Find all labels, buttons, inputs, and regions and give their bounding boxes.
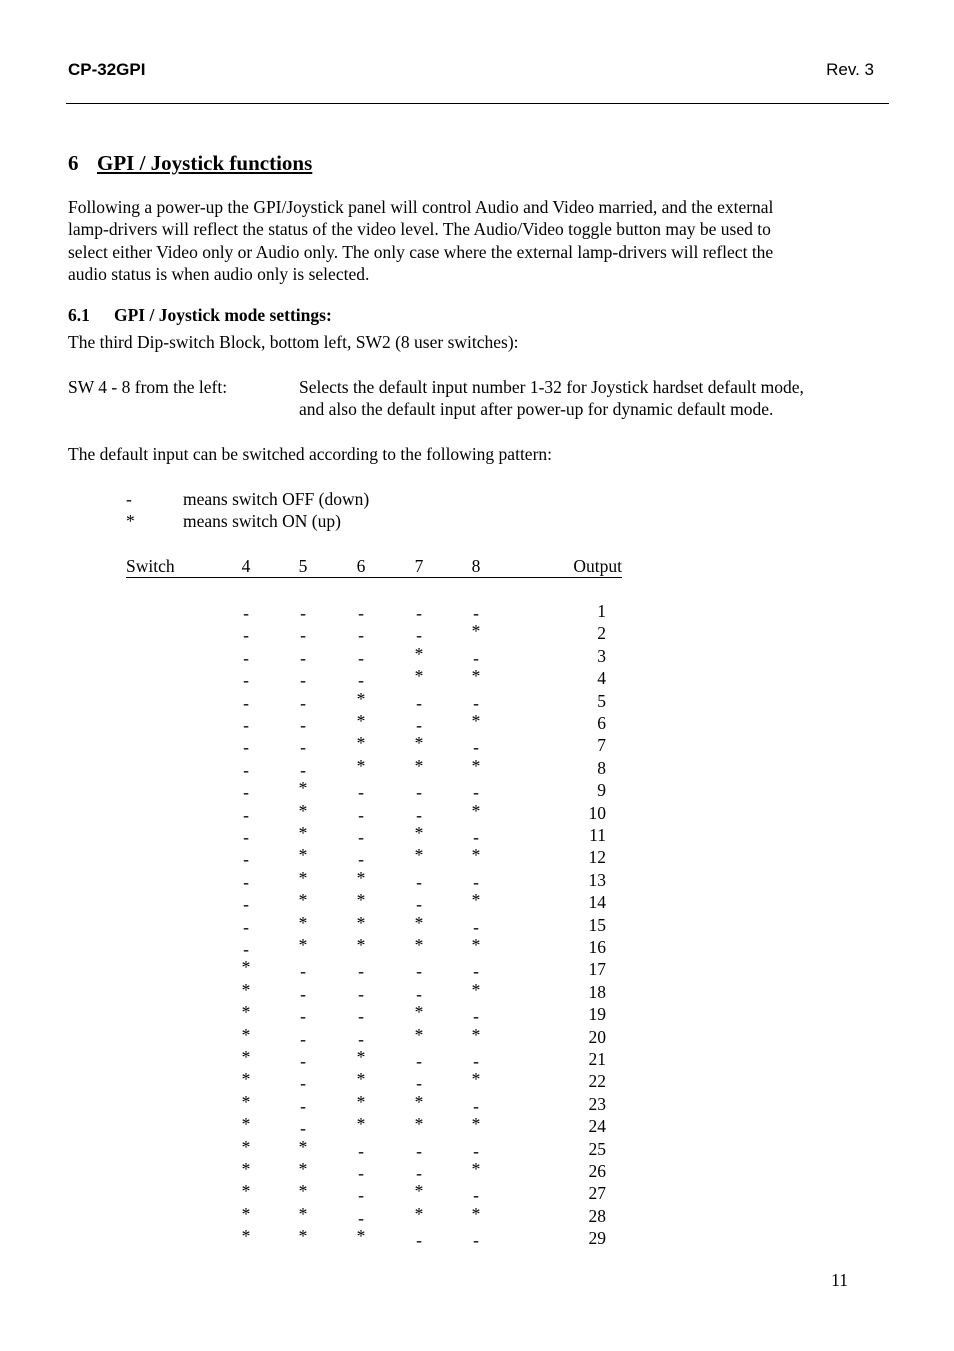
switch-cell: -	[416, 871, 422, 892]
switch-cell: -	[300, 1006, 306, 1027]
dip-switch-intro: The third Dip-switch Block, bottom left, SW2 (8 user switches):	[68, 332, 519, 352]
sw-label: SW 4 - 8 from the left:	[68, 377, 228, 397]
switch-cell: *	[241, 1069, 251, 1090]
switch-cell: *	[414, 643, 424, 664]
switch-cell: *	[298, 1203, 308, 1224]
switch-cell: -	[243, 715, 249, 735]
switch-cell: -	[416, 961, 422, 982]
switch-cell: -	[416, 1073, 422, 1094]
switch-cell: -	[243, 759, 249, 780]
switch-cell: *	[241, 1047, 251, 1067]
revision-label: Rev. 3	[826, 60, 874, 79]
output-cell: 8	[597, 757, 606, 778]
switch-cell: *	[298, 1181, 308, 1202]
output-cell: 25	[588, 1138, 606, 1159]
switch-cell: *	[471, 1024, 481, 1045]
legend-meaning: means switch ON (up)	[183, 511, 341, 531]
switch-cell: *	[414, 1114, 424, 1135]
switch-cell: *	[471, 666, 481, 687]
switch-cell: *	[414, 935, 424, 955]
switch-cell: *	[356, 733, 366, 754]
switch-cell: -	[300, 983, 306, 1004]
output-cell: 14	[588, 892, 606, 913]
switch-cell: *	[471, 1203, 481, 1224]
output-cell: 22	[588, 1071, 606, 1092]
switch-cell: *	[471, 755, 481, 776]
switch-cell: -	[473, 1230, 479, 1251]
switch-cell: *	[471, 979, 481, 1000]
switch-cell: -	[243, 647, 249, 668]
switch-cell: *	[356, 912, 366, 933]
switch-cell: -	[300, 625, 306, 646]
switch-cell: -	[416, 1051, 422, 1071]
switch-cell: -	[243, 692, 249, 713]
section-number: 6	[68, 151, 79, 175]
output-cell: 4	[597, 668, 606, 689]
switch-cell: *	[241, 1136, 251, 1157]
switch-cell: -	[416, 983, 422, 1004]
switch-cell: -	[358, 647, 364, 668]
output-cell: 19	[588, 1004, 606, 1025]
switch-cell: *	[356, 711, 366, 731]
switch-cell: -	[416, 782, 422, 803]
switch-cell: -	[473, 603, 479, 623]
switch-cell: *	[298, 800, 308, 821]
output-cell: 9	[597, 780, 606, 801]
switch-cell: *	[414, 1002, 424, 1023]
switch-cell: -	[243, 939, 249, 959]
switch-cell: -	[358, 1028, 364, 1049]
switch-cell: -	[473, 1185, 479, 1206]
switch-cell: -	[416, 715, 422, 735]
switch-cell: *	[241, 1226, 251, 1247]
switch-cell: *	[414, 755, 424, 776]
output-cell: 6	[597, 713, 606, 733]
switch-cell: -	[243, 804, 249, 825]
switch-cell: -	[358, 804, 364, 825]
switch-cell: *	[298, 778, 308, 799]
switch-cell: -	[358, 1163, 364, 1183]
switch-cell: -	[243, 827, 249, 847]
switch-cell: -	[416, 894, 422, 915]
switch-cell: -	[473, 1006, 479, 1027]
switch-cell: -	[473, 1051, 479, 1071]
switch-cell: *	[356, 1069, 366, 1090]
switch-cell: -	[243, 894, 249, 915]
switch-cell: -	[358, 670, 364, 691]
subsection-title: GPI / Joystick mode settings:	[114, 305, 332, 325]
output-cell: 1	[597, 601, 606, 621]
subsection-number: 6.1	[68, 305, 90, 325]
output-cell: 13	[588, 869, 606, 890]
table-header-col: 5	[298, 556, 308, 576]
section-title: GPI / Joystick functions	[97, 151, 313, 175]
switch-cell: *	[414, 823, 424, 843]
switch-cell: -	[358, 1006, 364, 1027]
output-cell: 20	[588, 1026, 606, 1047]
legend-symbol: *	[126, 511, 135, 531]
switch-cell: -	[473, 916, 479, 937]
switch-cell: *	[298, 1136, 308, 1157]
table-header-col: 4	[241, 556, 251, 576]
switch-cell: *	[414, 912, 424, 933]
switch-cell: -	[300, 759, 306, 780]
switch-cell: *	[298, 1226, 308, 1247]
switch-cell: *	[356, 890, 366, 911]
switch-cell: -	[473, 961, 479, 982]
output-cell: 3	[597, 645, 606, 666]
paragraph-line: lamp-drivers will reflect the status of the video level. The Audio/Video toggle button may be used to	[68, 219, 771, 240]
paragraph-line: select either Video only or Audio only. The only case where the external lamp-drivers will reflect the	[68, 241, 774, 262]
switch-cell: -	[243, 871, 249, 892]
switch-cell: *	[356, 867, 366, 888]
switch-cell: -	[473, 647, 479, 668]
switch-cell: *	[414, 1091, 424, 1112]
switch-cell: *	[471, 1069, 481, 1090]
pattern-intro: The default input can be switched according to the following pattern:	[68, 444, 553, 464]
switch-cell: -	[300, 715, 306, 735]
switch-cell: *	[414, 733, 424, 754]
switch-cell: -	[473, 737, 479, 758]
switch-cell: *	[471, 1114, 481, 1135]
switch-cell: *	[241, 1024, 251, 1045]
output-cell: 27	[588, 1183, 606, 1204]
header-rule	[66, 103, 889, 104]
output-cell: 28	[588, 1205, 606, 1226]
switch-cell: -	[300, 692, 306, 713]
table-header-col: 8	[471, 556, 481, 576]
switch-cell: *	[471, 935, 481, 955]
table-header-col: 7	[414, 556, 424, 576]
table-header-col: 6	[356, 556, 366, 576]
switch-cell: -	[300, 670, 306, 691]
switch-cell: -	[473, 1140, 479, 1161]
switch-cell: *	[241, 1203, 251, 1224]
switch-cell: *	[471, 800, 481, 821]
switch-cell: -	[473, 1095, 479, 1116]
output-cell: 24	[588, 1116, 606, 1137]
switch-cell: -	[300, 1051, 306, 1071]
switch-cell: *	[298, 845, 308, 866]
switch-cell: *	[241, 979, 251, 1000]
switch-cell: *	[414, 1024, 424, 1045]
switch-cell: -	[358, 1185, 364, 1206]
switch-cell: -	[243, 849, 249, 870]
switch-cell: *	[471, 890, 481, 911]
output-cell: 10	[588, 802, 606, 823]
switch-cell: -	[300, 1095, 306, 1116]
switch-cell: *	[241, 1114, 251, 1135]
switch-cell: *	[298, 867, 308, 888]
switch-cell: *	[298, 935, 308, 955]
switch-cell: *	[471, 1159, 481, 1179]
switch-cell: *	[471, 711, 481, 731]
switch-cell: -	[300, 737, 306, 758]
switch-cell: *	[471, 621, 481, 642]
switch-cell: *	[414, 1203, 424, 1224]
switch-cell: *	[356, 1226, 366, 1247]
output-cell: 18	[588, 981, 606, 1002]
switch-cell: *	[356, 1091, 366, 1112]
output-cell: 5	[597, 690, 606, 711]
switch-cell: *	[241, 1159, 251, 1179]
switch-cell: -	[300, 1118, 306, 1139]
switch-cell: *	[298, 890, 308, 911]
switch-cell: -	[416, 1230, 422, 1251]
switch-cell: *	[241, 1002, 251, 1023]
switch-cell: -	[473, 782, 479, 803]
switch-cell: -	[300, 1028, 306, 1049]
sw-desc-line: Selects the default input number 1-32 for Joystick hardset default mode,	[299, 377, 804, 397]
switch-cell: -	[416, 1140, 422, 1161]
switch-cell: -	[416, 1163, 422, 1183]
switch-cell: -	[243, 603, 249, 623]
switch-cell: *	[356, 755, 366, 776]
output-cell: 12	[588, 847, 606, 868]
switch-cell: -	[358, 983, 364, 1004]
legend-meaning: means switch OFF (down)	[183, 489, 370, 509]
switch-cell: *	[298, 823, 308, 843]
paragraph-line: audio status is when audio only is selected.	[68, 263, 370, 284]
page-number: 11	[831, 1270, 848, 1290]
switch-cell: -	[358, 603, 364, 623]
switch-cell: -	[243, 625, 249, 646]
output-cell: 11	[589, 825, 606, 845]
switch-cell: *	[414, 666, 424, 687]
paragraph-line: Following a power-up the GPI/Joystick panel will control Audio and Video married, and the external	[68, 197, 774, 217]
switch-cell: *	[471, 845, 481, 866]
switch-cell: -	[416, 804, 422, 825]
sw-desc-line: and also the default input after power-up for dynamic default mode.	[299, 399, 774, 419]
table-header-underline	[126, 577, 622, 578]
switch-cell: -	[358, 1140, 364, 1161]
switch-cell: *	[356, 935, 366, 955]
document-id: CP-32GPI	[68, 60, 146, 79]
table-header-switch: Switch	[126, 556, 175, 576]
switch-cell: -	[358, 849, 364, 870]
output-cell: 16	[588, 937, 606, 957]
switch-cell: -	[416, 603, 422, 623]
section-heading	[68, 151, 312, 176]
switch-cell: *	[241, 1091, 251, 1112]
output-cell: 17	[588, 959, 606, 980]
switch-cell: *	[298, 912, 308, 933]
switch-cell: -	[473, 692, 479, 713]
output-cell: 7	[597, 735, 606, 756]
output-cell: 23	[588, 1093, 606, 1114]
switch-cell: *	[356, 688, 366, 709]
switch-cell: -	[300, 603, 306, 623]
switch-cell: -	[473, 827, 479, 847]
switch-cell: *	[356, 1114, 366, 1135]
legend-symbol: -	[126, 489, 132, 509]
switch-cell: -	[243, 737, 249, 758]
switch-cell: -	[358, 625, 364, 646]
output-cell: 26	[588, 1161, 606, 1181]
switch-cell: -	[243, 782, 249, 803]
switch-cell: *	[298, 1159, 308, 1179]
switch-cell: -	[358, 1207, 364, 1228]
output-cell: 2	[597, 623, 606, 644]
switch-cell: *	[414, 845, 424, 866]
switch-cell: -	[358, 961, 364, 982]
switch-cell: *	[356, 1047, 366, 1067]
switch-cell: -	[416, 692, 422, 713]
table-header-output: Output	[573, 556, 622, 576]
output-cell: 29	[588, 1228, 606, 1249]
switch-cell: *	[414, 1181, 424, 1202]
output-cell: 21	[588, 1049, 606, 1069]
switch-cell: -	[358, 782, 364, 803]
switch-cell: -	[300, 1073, 306, 1094]
intro-paragraph	[68, 196, 868, 285]
switch-cell: -	[243, 670, 249, 691]
switch-cell: -	[358, 827, 364, 847]
switch-cell: *	[241, 1181, 251, 1202]
output-cell: 15	[588, 914, 606, 935]
switch-cell: -	[243, 916, 249, 937]
switch-cell: -	[473, 871, 479, 892]
switch-cell: -	[300, 961, 306, 982]
subsection-heading	[68, 305, 332, 326]
switch-cell: *	[241, 957, 251, 978]
switch-cell: -	[416, 625, 422, 646]
switch-cell: -	[300, 647, 306, 668]
